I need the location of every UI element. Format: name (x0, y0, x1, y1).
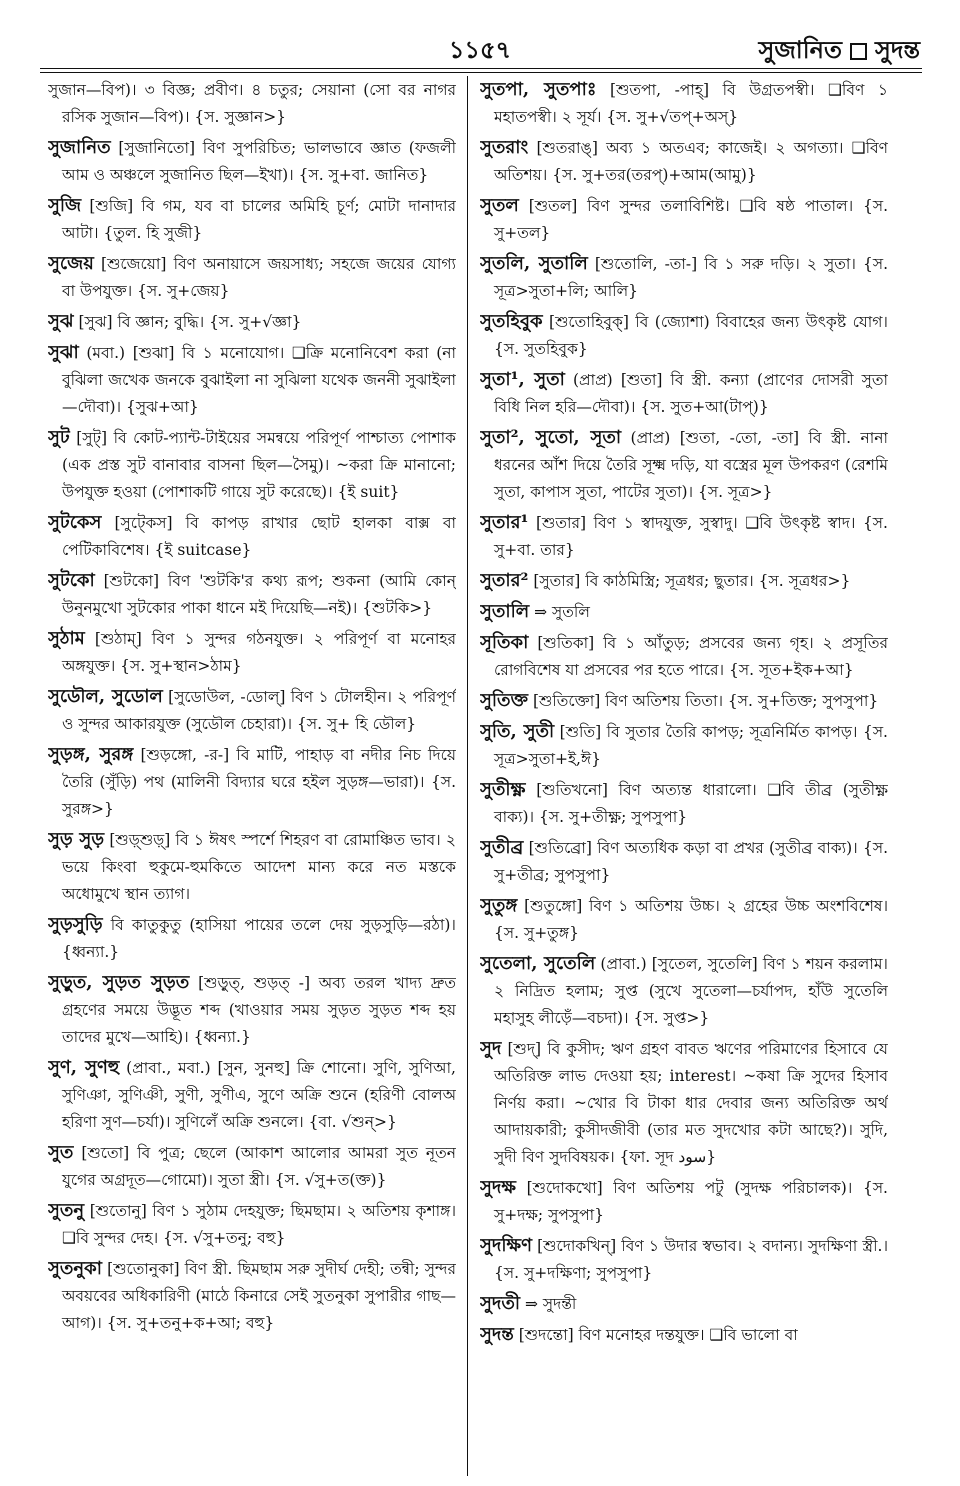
entry-definition: [শুতো] বি পুত্র; ছেলে (আকাশ আলোর আমরা সুত নূতন যুগের অগ্রদূত—গোমো)। সুতা স্ত্রী। {স. √সু+ত(ক্ত)} (62, 1144, 456, 1189)
separator-box-icon (850, 43, 867, 60)
entry-headword: সুদন্ত (480, 1324, 514, 1345)
entry-definition: [শুতিক্তো] বিণ অতিশয় তিতা। {স. সু+তিক্ত; সুপসুপা} (532, 692, 879, 710)
entry-definition: [শুঠাম্] বিণ ১ সুন্দর গঠনযুক্ত। ২ পরিপূর্ণ বা মনোহর অঙ্গযুক্ত। {স. সু+স্থান>ঠাম} (62, 630, 456, 675)
entry-definition: [শুতোনু] বিণ ১ সুঠাম দেহযুক্ত; ছিমছাম। ২ অতিশয় কৃশাঙ্গ। ❑বি সুন্দর দেহ। {স. √সু+তনু; বহু} (62, 1202, 456, 1247)
entry-headword: সুতনুকা (48, 1258, 102, 1279)
entry-definition: [শুতোলি, -তা-] বি ১ সরু দড়ি। ২ সুতা। {স. সূত্র>সুতা+লি; আলি} (494, 255, 888, 300)
dictionary-entry (48, 1139, 456, 1194)
entry-definition: [শুদ্] বি কুসীদ; ঋণ গ্রহণ বাবত ঋণের পরিমাণের হিসাবে যে অতিরিক্ত লাভ দেওয়া হয়; interest। ~কষা ক্রি সুদের হিসাব নির্ণয় করা। ~খোর বি টাকা ধার দেবার জন্য অতিরিক্ত অর্থ আদায়কারী; কুসীদজীবী (তার মত সুদখোর কটা আছে?)। সুদি, সুদী বিণ সুদবিষয়ক। {ফা. সূদ سود} (494, 1040, 888, 1166)
entry-headword: সুতরাং (480, 137, 529, 158)
dictionary-entry (48, 1255, 456, 1337)
dictionary-entry (48, 741, 456, 823)
entry-definition: [শুতল] বিণ সুন্দর তলাবিশিষ্ট। ❑বি ষষ্ঠ পাতাল। {স. সু+তল} (494, 197, 888, 242)
dictionary-entry (480, 1174, 888, 1229)
entry-headword: সুণ, সুণহু (48, 1057, 120, 1078)
guide-word-first: সুজানিত (758, 35, 842, 64)
entry-definition: [শুড়ঙ্গো, -র-] বি মাটি, পাহাড় বা নদীর নিচ দিয়ে তৈরি (সুঁড়ি) পথ (মালিনী বিদ্যার ঘরে হইল সুড়ঙ্গ—ভারা)। {স. সুরঙ্গ>} (62, 746, 456, 818)
entry-definition: [সুডোউল, -ডোল্] বিণ ১ টোলহীন। ২ পরিপূর্ণ ও সুন্দর আকারযুক্ত (সুডৌল চেহারা)। {স. সু+ হি ডৌল} (62, 688, 456, 733)
entry-headword: সুড়সুড়ি (48, 914, 103, 935)
entry-definition: সুজান—বিপ)। ৩ বিজ্ঞ; প্রবীণ। ৪ চতুর; সেয়ানা (সো বর নাগর রসিক সুজান—বিপ)। {স. সুজ্ঞান>} (48, 81, 456, 126)
entry-headword: সুটকো (48, 570, 95, 591)
entry-headword: সুতি, সুতী (480, 721, 555, 742)
entry-definition: [শুতপা, -পাহ্] বি উগ্রতপস্বী। ❑বিণ ১ মহাতপস্বী। ২ সূর্য। {স. সু+√তপ্+অস্} (494, 81, 888, 126)
entry-definition: [সুট্কেস] বি কাপড় রাখার ছোট হালকা বাক্স বা পেটিকাবিশেষ। {ই suitcase} (62, 514, 456, 559)
dictionary-entry (480, 776, 888, 831)
entry-headword: সুজেয় (48, 253, 94, 274)
entry-definition: [শুতিখনো] বিণ অত্যন্ত ধারালো। ❑বি তীব্র (সুতীক্ষ্ণ বাক্য)। {স. সু+তীক্ষ্ণ; সুপসুপা} (494, 781, 888, 826)
dictionary-entry (480, 1321, 888, 1349)
page-header (40, 32, 920, 66)
dictionary-entry (480, 76, 888, 131)
guide-words (758, 32, 920, 72)
dictionary-entry (480, 629, 888, 684)
entry-definition: [শুজি] বি গম, যব বা চালের অমিহি চূর্ণ; মোটা দানাদার আটা। {তুল. হি সুজী} (62, 197, 456, 242)
entry-definition: [শুতুঙ্গো] বিণ ১ অতিশয় উচ্চ। ২ গ্রহের উচ্চ অংশবিশেষ। {স. সু+তুঙ্গ} (494, 897, 888, 942)
entry-definition: [সুঝ] বি জ্ঞান; বুদ্ধি। {স. সু+√জ্ঞা} (78, 313, 302, 331)
entry-headword: সুতনু (48, 1200, 85, 1221)
entry-definition: ⇒ সুতলি (534, 603, 590, 621)
dictionary-entry (480, 509, 888, 564)
entry-headword: সুতার¹ (480, 512, 529, 533)
entry-definition: (প্রাপ্র) [শুতা, -তো, -তা] বি স্ত্রী. নানা ধরনের আঁশ দিয়ে তৈরি সূক্ষ্ম দড়ি, যা বস্ত্রের মূল উপকরণ (রেশমি সুতা, কাপাস সুতা, পাটের সুতা)। {স. সূত্র>} (494, 429, 888, 501)
dictionary-entry (48, 567, 456, 622)
entry-headword: সুডৌল, সুডোল (48, 686, 163, 707)
header-rule (40, 68, 922, 73)
dictionary-entry (480, 950, 888, 1032)
entry-headword: সুঠাম (48, 628, 85, 649)
dictionary-entry (48, 308, 456, 336)
entry-definition: ⇒ সুদন্তী (524, 1295, 577, 1313)
dictionary-entry (48, 1054, 456, 1136)
entry-definition: [শুটকো] বিণ 'শুটকি'র কথ্য রূপ; শুকনা (আমি কোন্ উনুনমুখো সুটকোর পাকা ধানে মই দিয়েছি—নই)। {শুটকি>} (62, 572, 456, 617)
dictionary-entry (480, 687, 888, 715)
dictionary-entry (480, 892, 888, 947)
dictionary-entry (48, 134, 456, 189)
dictionary-entry (480, 192, 888, 247)
dictionary-entry (48, 250, 456, 305)
entry-headword: সুত (48, 1142, 74, 1163)
dictionary-entry (480, 424, 888, 506)
left-column (48, 76, 456, 1476)
entry-definition: [শুড়্শুড়্] বি ১ ঈষৎ স্পর্শে শিহরণ বা রোমাঞ্চিত ভাব। ২ ভয়ে কিংবা হুকুমে-হুমকিতে আদেশ মান্য করে নত মস্তকে অধোমুখে স্থান ত্যাগ। (62, 831, 456, 903)
dictionary-entry (480, 567, 888, 595)
dictionary-entry (48, 625, 456, 680)
dictionary-entry (480, 718, 888, 773)
entry-headword: সুতার² (480, 570, 529, 591)
dictionary-entry (48, 424, 456, 506)
entry-headword: সুতিক্ত (480, 690, 529, 711)
entry-definition: (মবা.) [শুঝা] বি ১ মনোযোগ। ❑ক্রি মনোনিবেশ করা (না বুঝিলা জখেক জনকে বুঝাইলা না সুঝিলা যথেক জননী সুঝাইলা—দৌবা)। {সুঝ+আ} (62, 344, 456, 416)
entry-headword: সুট (48, 427, 70, 448)
dictionary-entry (480, 250, 888, 305)
entry-headword: সুড়ুত, সুড়ত সুড়ত (48, 972, 190, 993)
entry-headword: সুতা¹, সুতা (480, 369, 565, 390)
entry-definition: (প্রাপ্র) [শুতা] বি স্ত্রী. কন্যা (প্রাণের দোসরী সুতা বিধি নিল হরি—দৌবা)। {স. সুত+আ(টাপ্)} (494, 371, 888, 416)
entry-headword: সুজানিত (48, 137, 111, 158)
entry-headword: সুতালি (480, 601, 530, 622)
entry-definition: [শুড়ুত্, শুড়ত্ -] অব্য তরল খাদ্য দ্রুত গ্রহণের সময়ে উদ্ভূত শব্দ (খাওয়ার সময় সুড়ত সুড়ত শব্দ হয় তাদের মুখে—আহি)। {ধ্বন্যা.} (62, 974, 456, 1046)
entry-definition: বি কাতুকুতু (হাসিয়া পায়ের তলে দেয় সুড়সুড়ি—রঠা)। {ধ্বন্যা.} (62, 916, 456, 961)
entry-definition: [শুতার] বিণ ১ স্বাদযুক্ত, সুস্বাদু। ❑বি উৎকৃষ্ট স্বাদ। {স. সু+বা. তার} (494, 514, 888, 559)
dictionary-entry (480, 366, 888, 421)
dictionary-entry (480, 134, 888, 189)
entry-headword: সুদ (480, 1038, 502, 1059)
dictionary-entry (48, 192, 456, 247)
dictionary-entry (480, 1232, 888, 1287)
entry-headword: সুতুঙ্গ (480, 895, 518, 916)
entry-headword: সুতীক্ষ্ণ (480, 779, 526, 800)
dictionary-entry (480, 598, 888, 626)
entry-definition: [শুতি] বি সুতার তৈরি কাপড়; সূত্রনির্মিত কাপড়। {স. সূত্র>সুতা+ই,ঈ} (494, 723, 888, 768)
entry-headword: সুতেলা, সুতেলি (480, 953, 596, 974)
dictionary-entry (48, 826, 456, 908)
entry-definition: [শুতরাঙ্] অব্য ১ অতএব; কাজেই। ২ অগত্যা। ❑বিণ অতিশয়। {স. সু+তর(তরপ্)+আম(আমু)} (494, 139, 888, 184)
dictionary-entry (48, 76, 456, 131)
entry-definition: [শুদোকখো] বিণ অতিশয় পটু (সুদক্ষ পরিচালক)। {স. সু+দক্ষ; সুপসুপা} (494, 1179, 888, 1224)
dictionary-entry (48, 969, 456, 1051)
guide-word-last: সুদন্ত (874, 35, 920, 64)
dictionary-entry (480, 308, 888, 363)
entry-headword: সুদক্ষিণ (480, 1235, 532, 1256)
entry-headword: সুদক্ষ (480, 1177, 516, 1198)
entry-definition: [শুতিকা] বি ১ আঁতুড়; প্রসবের জন্য গৃহ। ২ প্রসূতির রোগবিশেষ যা প্রসবের পর হতে পারে। {স. সূত+ইক+আ} (494, 634, 888, 679)
entry-definition: [সুতার] বি কাঠমিস্ত্রি; সূত্রধর; ছুতার। {স. সূত্রধর>} (533, 572, 851, 590)
entry-headword: সুতীব্র (480, 837, 524, 858)
dictionary-entry (48, 1197, 456, 1252)
entry-headword: সুড় সুড় (48, 829, 105, 850)
entry-headword: সুতপা, সুতপাঃ (480, 79, 597, 100)
entry-definition: [শুদন্তো] বিণ মনোহর দন্তযুক্ত। ❑বি ভালো বা (518, 1326, 798, 1344)
entry-headword: সুঝা (48, 342, 79, 363)
entry-definition: (প্রাবা.) [সুতেল, সুতেলি] বিণ ১ শয়ন করলাম। ২ নিদ্রিত হলাম; সুপ্ত (সুখে সুতেলা—চর্যাপদ, হাঁউ সুতেলি মহাসুহ লীড়েঁ—বচদা)। {স. সুপ্ত>} (494, 955, 888, 1027)
dictionary-entry (480, 1290, 888, 1318)
entry-definition: [শুতোহিবুক্] বি (জ্যোশা) বিবাহের জন্য উৎকৃষ্ট যোগ। {স. সুতহিবুক} (494, 313, 888, 358)
entry-headword: সুজি (48, 195, 82, 216)
right-column (480, 76, 888, 1476)
entry-headword: সুঝ (48, 311, 74, 332)
entry-definition: [শুতিব্রো] বিণ অত্যধিক কড়া বা প্রখর (সুতীব্র বাক্য)। {স. সু+তীব্র; সুপসুপা} (494, 839, 888, 884)
column-divider (467, 76, 468, 1476)
entry-headword: সুদতী (480, 1293, 521, 1314)
entry-headword: সুড়ঙ্গ, সুরঙ্গ (48, 744, 134, 765)
entry-headword: সুটকেস (48, 512, 102, 533)
entry-definition: (প্রাবা., মবা.) [সুন, সুনহু] ক্রি শোনো। সুণি, সুণিআ, সুণিঞা, সুণিঞী, সুণী, সুণীএ, সুণে অক্রি শুনে (হরিণী বোলঅ হরিণা সুণ—চর্যা)। সুণিলেঁ অক্রি শুনলে। {বা. √শুন্>} (62, 1059, 456, 1131)
entry-headword: সুতহিবুক (480, 311, 543, 332)
entry-definition: [সুট্] বি কোট-প্যান্ট-টাইয়ের সমন্বয়ে পরিপূর্ণ পাশ্চাত্য পোশাক (এক প্রস্ত সুট বানাবার বাসনা ছিল—সৈমু)। ~করা ক্রি মানানো; উপযুক্ত হওয়া (পোশাকটি গায়ে সুট করেছে)। {ই suit} (62, 429, 456, 501)
entry-definition: [শুজেয়ো] বিণ অনায়াসে জয়সাধ্য; সহজে জয়ের যোগ্য বা উপযুক্ত। {স. সু+জেয়} (62, 255, 456, 300)
entry-headword: সুতলি, সুতালি (480, 253, 588, 274)
dictionary-entry (48, 683, 456, 738)
entry-headword: সুতল (480, 195, 519, 216)
dictionary-entry (480, 834, 888, 889)
entry-headword: সূতিকা (480, 632, 529, 653)
entry-definition: [শুতোনুকা] বিণ স্ত্রী. ছিমছাম সরু সুদীর্ঘ দেহী; তন্বী; সুন্দর অবয়বের অধিকারিণী (মাঠে কিনারে সেই সুতনুকা সুপারীর গাছ—আগ)। {স. সু+তনু+ক+আ; বহু} (62, 1260, 456, 1332)
dictionary-entry (48, 911, 456, 966)
page-number: ১১৫৭ (448, 35, 512, 64)
dictionary-entry (480, 1035, 888, 1171)
entry-definition: [সুজানিতো] বিণ সুপরিচিত; ভালভাবে জ্ঞাত (ফজলী আম ও অঞ্চলে সুজানিত ছিল—ইখা)। {স. সু+বা. জানিত} (62, 139, 456, 184)
dictionary-entry (48, 339, 456, 421)
entry-headword: সুতা², সুতো, সূতা (480, 427, 622, 448)
entry-definition: [শুদোকখিন্] বিণ ১ উদার স্বভাব। ২ বদান্য। সুদক্ষিণা স্ত্রী.। {স. সু+দক্ষিণা; সুপসুপা} (494, 1237, 888, 1282)
dictionary-entry (48, 509, 456, 564)
